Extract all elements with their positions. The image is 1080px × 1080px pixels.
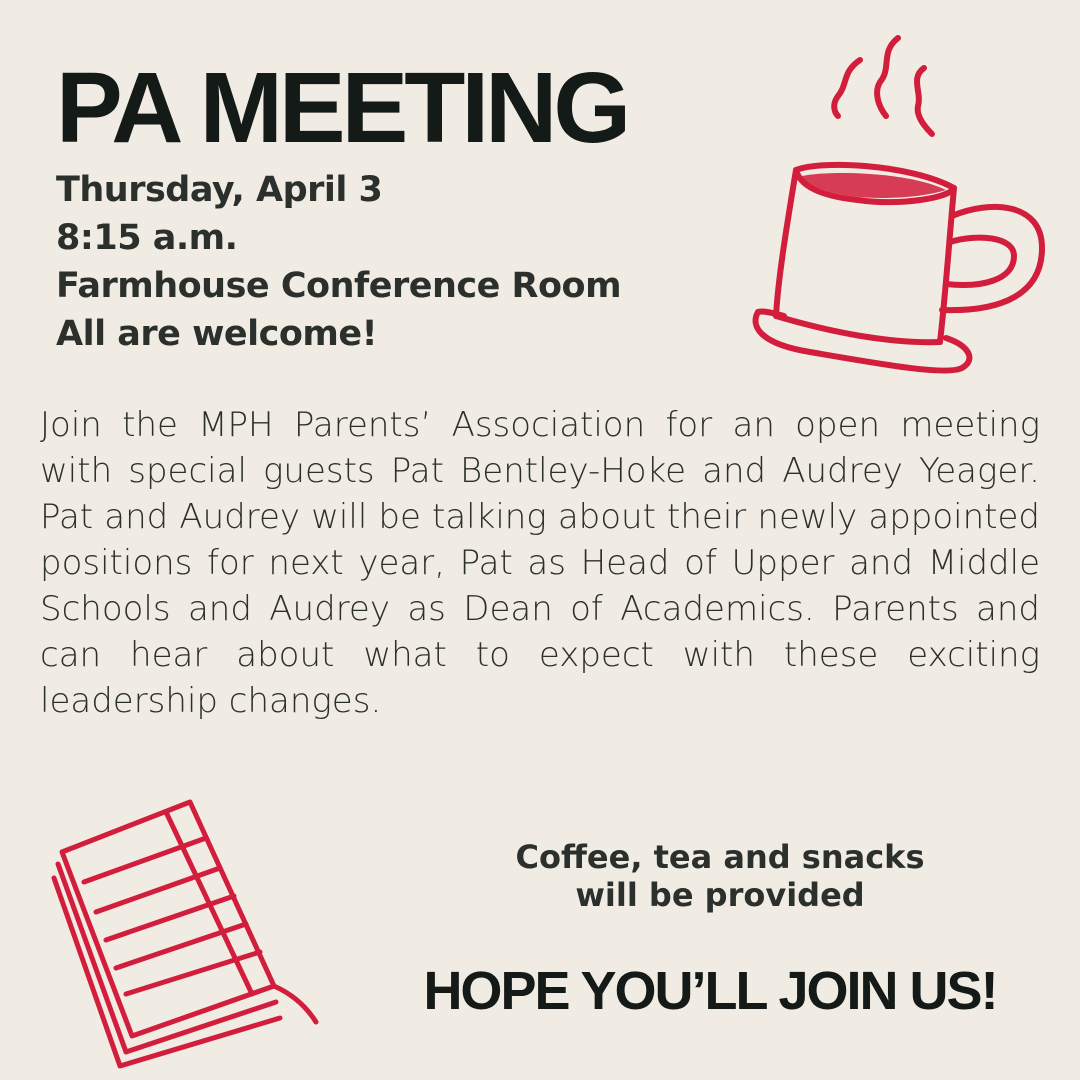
closing-message: HOPE YOU’LL JOIN US! xyxy=(423,961,997,1021)
coffee-mug-icon xyxy=(720,20,1060,390)
meeting-description: Join the MPH Parents’ Association for an open meeting with special guests Pat Bentley-Hoke and Audrey Yeager. Pat and Audrey will be talking about their newly appointed positions for next year, Pat as Head of Upper and Middle Schools and Audrey as Dean of Academics. Parents and can hear about what to expect with these exciting leadership changes. xyxy=(40,405,1040,721)
refreshments-note xyxy=(440,838,1000,914)
welcome-note: All are welcome! xyxy=(56,314,378,354)
refreshments-line-2: will be provided xyxy=(575,876,865,914)
page-title: PA MEETING xyxy=(56,52,628,164)
meeting-location: Farmhouse Conference Room xyxy=(56,266,622,306)
meeting-details xyxy=(56,166,621,358)
meeting-time: 8:15 a.m. xyxy=(56,218,238,258)
refreshments-line-1: Coffee, tea and snacks xyxy=(515,838,925,876)
notepad-icon xyxy=(40,790,340,1070)
meeting-date: Thursday, April 3 xyxy=(56,170,383,210)
